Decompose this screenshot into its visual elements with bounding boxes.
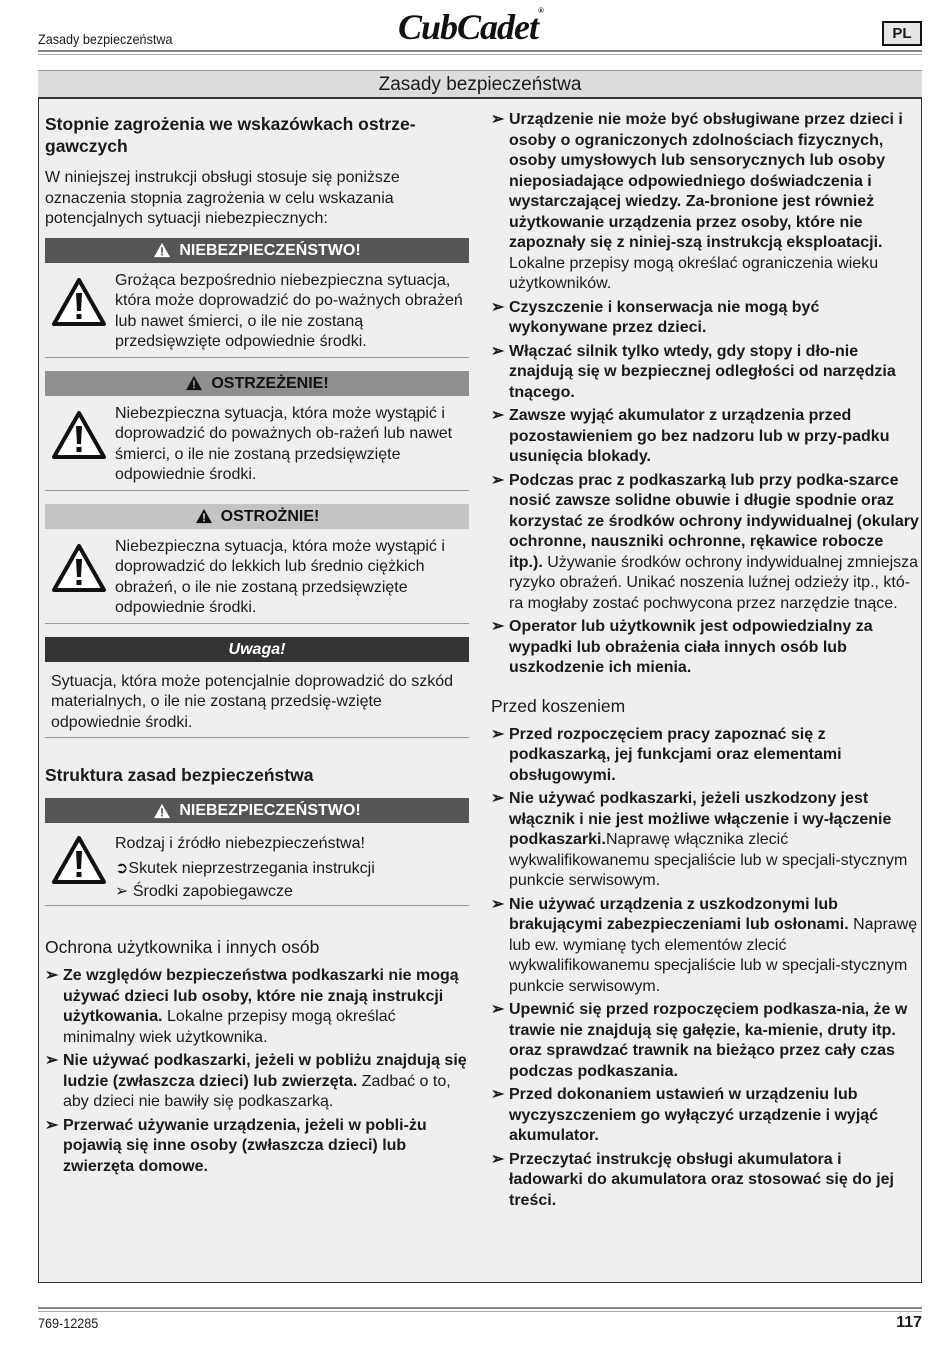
danger-text: Grożąca bezpośrednio niebezpieczna sytuacja, która może doprowadzić do po-ważnych obrażeń lub nawet śmierci, o ile nie zostaną przedsięwzięte odpowiednie środki.: [115, 271, 463, 350]
danger-header: [45, 238, 469, 263]
warning-label: OSTRZEŻENIE!: [211, 374, 329, 392]
brand-name: CubCadet: [398, 7, 539, 47]
heading-hazard-levels: Stopnie zagrożenia we wskazówkach ostrze-gawczych: [45, 114, 416, 156]
heading-before-mowing: Przed koszeniem: [491, 695, 626, 716]
warning-box: [45, 371, 469, 491]
structure-line-3: ➢ Środki zapobiegawcze: [115, 883, 293, 900]
right-column: [491, 99, 919, 1214]
list-item: ➢ Operator lub użytkownik jest odpowiedzialny za wypadki lub obrażenia ciała innych osób lub uszkodzenie ich mienia.: [491, 618, 873, 676]
note-text: Sytuacja, która może potencjalnie doprowadzić do szkód materialnych, o ile nie zostaną przedsię-wzięte odpowiednie środki.: [51, 672, 453, 731]
structure-line-1: Rodzaj i źródło niebezpieczeństwa!: [115, 835, 365, 852]
warning-triangle-icon: [153, 242, 171, 258]
caution-body: [45, 529, 469, 623]
list-item: ➢ Czyszczenie i konserwacja nie mogą być wykonywane przez dzieci.: [491, 298, 820, 336]
list-item: ➢ Przed rozpoczęciem pracy zapoznać się z podkaszarką, jej funkcjami oraz elementami obsługowymi.: [491, 725, 842, 784]
heading-structure: Struktura zasad bezpieczeństwa: [45, 765, 314, 785]
hazard-triangle-icon: [51, 835, 107, 885]
hazard-triangle-icon: [51, 410, 107, 460]
warning-body: [45, 396, 469, 490]
before-mowing-list: [491, 725, 919, 1212]
list-item: ➢ Nie używać podkaszarki, jeżeli uszkodzony jest włącznik i nie jest możliwe włączenie i wy-łączenie podkaszarki.Naprawę włącznika zlecić wykwalifikowanemu specjaliście lub w specjali-stycznym punkcie serwisowym.: [491, 790, 908, 889]
list-item: ➢ Włączać silnik tylko wtedy, gdy stopy i dło-nie znajdują się w bezpiecznej odległości od narzędzia tnącego.: [491, 342, 896, 401]
structure-label: NIEBEZPIECZEŃSTWO!: [179, 802, 361, 819]
list-item: ➢ Podczas prac z podkaszarką lub przy podka-szarce nosić zawsze solidne obuwie i długie spodnie oraz korzystać ze środków ochrony indywidualnej (okulary ochronne, nauszniki ochronne, rękawice robocze itp.). Używanie środków ochrony indywidualnej zmniejsza ryzyko obrażeń. Unikać noszenia luźnej odzieży itp., któ-ra mogłaby zostać pochwycona przez narzędzie tnące.: [491, 471, 919, 612]
warning-triangle-icon: [153, 803, 171, 819]
note-header: [45, 637, 469, 662]
warning-text: Niebezpieczna sytuacja, która może wystąpić i doprowadzić do poważnych ob-rażeń lub nawet śmierci, o ile nie zostaną przedsięwzięte odpowiednie środki.: [115, 404, 453, 483]
hazard-triangle-icon: [51, 543, 107, 593]
document-number: 769-12285: [38, 1315, 99, 1331]
note-box: [45, 637, 469, 739]
list-item: ➢ Ze względów bezpieczeństwa podkaszarki nie mogą używać dzieci lub osoby, które nie znają instrukcji użytkowania. Lokalne przepisy mogą określać minimalny wiek użytkownika.: [45, 967, 459, 1046]
content-frame: [38, 97, 922, 1283]
list-item: ➢ Przed dokonaniem ustawień w urządzeniu lub wyczyszczeniem go wyłączyć urządzenie i wyjąć akumulator.: [491, 1086, 879, 1144]
caution-header: [45, 504, 469, 529]
rules-list: [491, 110, 919, 679]
list-item: ➢ Nie używać urządzenia z uszkodzonymi lub brakującymi zabezpieczeniami lub osłonami. Naprawę lub ew. wymianę tych elementów zlecić wykwalifikowanemu specjaliście lub w specjali-stycznym punkcie serwisowym.: [491, 895, 918, 995]
list-item: ➢ Upewnić się przed rozpoczęciem podkasza-nia, że w trawie nie znajdują się gałęzie, ka-mienie, druty itp. oraz sprawdzać trawnik na bieżąco przez cały czas podczas podkaszania.: [491, 1001, 908, 1080]
structure-header: [45, 798, 469, 823]
warning-triangle-icon: [195, 508, 213, 524]
intro-paragraph: W niniejszej instrukcji obsługi stosuje się poniższe oznaczenia stopnia zagrożenia w celu wskazania potencjalnych sytuacji niebezpiecznych:: [45, 169, 400, 227]
header-rule-thin: [38, 54, 922, 55]
brand-logo: CubCadet®: [398, 6, 544, 47]
structure-body: [45, 823, 469, 905]
structure-line-2: ➲Skutek nieprzestrzegania instrukcji: [115, 860, 375, 877]
header-rule: [38, 50, 922, 52]
list-item: ➢ Przeczytać instrukcję obsługi akumulatora i ładowarki do akumulatora oraz stosować się do jej treści.: [491, 1150, 894, 1209]
footer-rule-thin: [38, 1311, 922, 1312]
language-badge: PL: [882, 21, 922, 46]
note-body: [45, 662, 469, 738]
caution-box: [45, 504, 469, 624]
caution-text: Niebezpieczna sytuacja, która może wystąpić i doprowadzić do lekkich lub średnio ciężkich obrażeń, o ile nie zostaną przedsięwzięte odpowiednie środki.: [115, 537, 445, 616]
hazard-triangle-icon: [51, 277, 107, 327]
structure-box: [45, 798, 469, 906]
warning-triangle-icon: [185, 375, 203, 391]
page-title: Zasady bezpieczeństwa: [38, 70, 922, 97]
heading-protection: Ochrona użytkownika i innych osób: [45, 937, 320, 957]
left-column: [45, 99, 469, 1180]
list-item: ➢ Urządzenie nie może być obsługiwane przez dzieci i osoby o ograniczonych zdolnościach fizycznych, osoby umysłowych lub sensorycznych lub osoby nieposiadające odpowiedniego doświadczenia i wystarczającej wiedzy. Za-bronione jest również użytkowanie urządzenia przez osoby, które nie zapoznały się z niniej-szą instrukcją eksploatacji. Lokalne przepisy mogą określać ograniczenia wieku użytkowników.: [491, 111, 903, 292]
danger-label: NIEBEZPIECZEŃSTWO!: [179, 241, 361, 259]
footer-rule: [38, 1307, 922, 1309]
warning-header: [45, 371, 469, 396]
page-number: 117: [896, 1314, 922, 1331]
danger-box: [45, 238, 469, 358]
list-item: ➢ Zawsze wyjąć akumulator z urządzenia przed pozostawieniem go bez nadzoru lub w przy-padku usunięcia blokady.: [491, 407, 890, 465]
protection-list: [45, 966, 469, 1177]
caution-label: OSTROŻNIE!: [220, 507, 320, 525]
list-item: ➢ Nie używać podkaszarki, jeżeli w pobliżu znajdują się ludzie (zwłaszcza dzieci) lub zwierzęta. Zadbać o to, aby dzieci nie bawiły się podkaszarką.: [45, 1052, 467, 1110]
danger-body: [45, 263, 469, 357]
note-label: Uwaga!: [228, 640, 286, 658]
list-item: ➢ Przerwać używanie urządzenia, jeżeli w pobli-żu pojawią się inne osoby (zwłaszcza dzieci) lub zwierzęta domowe.: [45, 1116, 427, 1175]
running-header: Zasady bezpieczeństwa: [38, 31, 173, 47]
